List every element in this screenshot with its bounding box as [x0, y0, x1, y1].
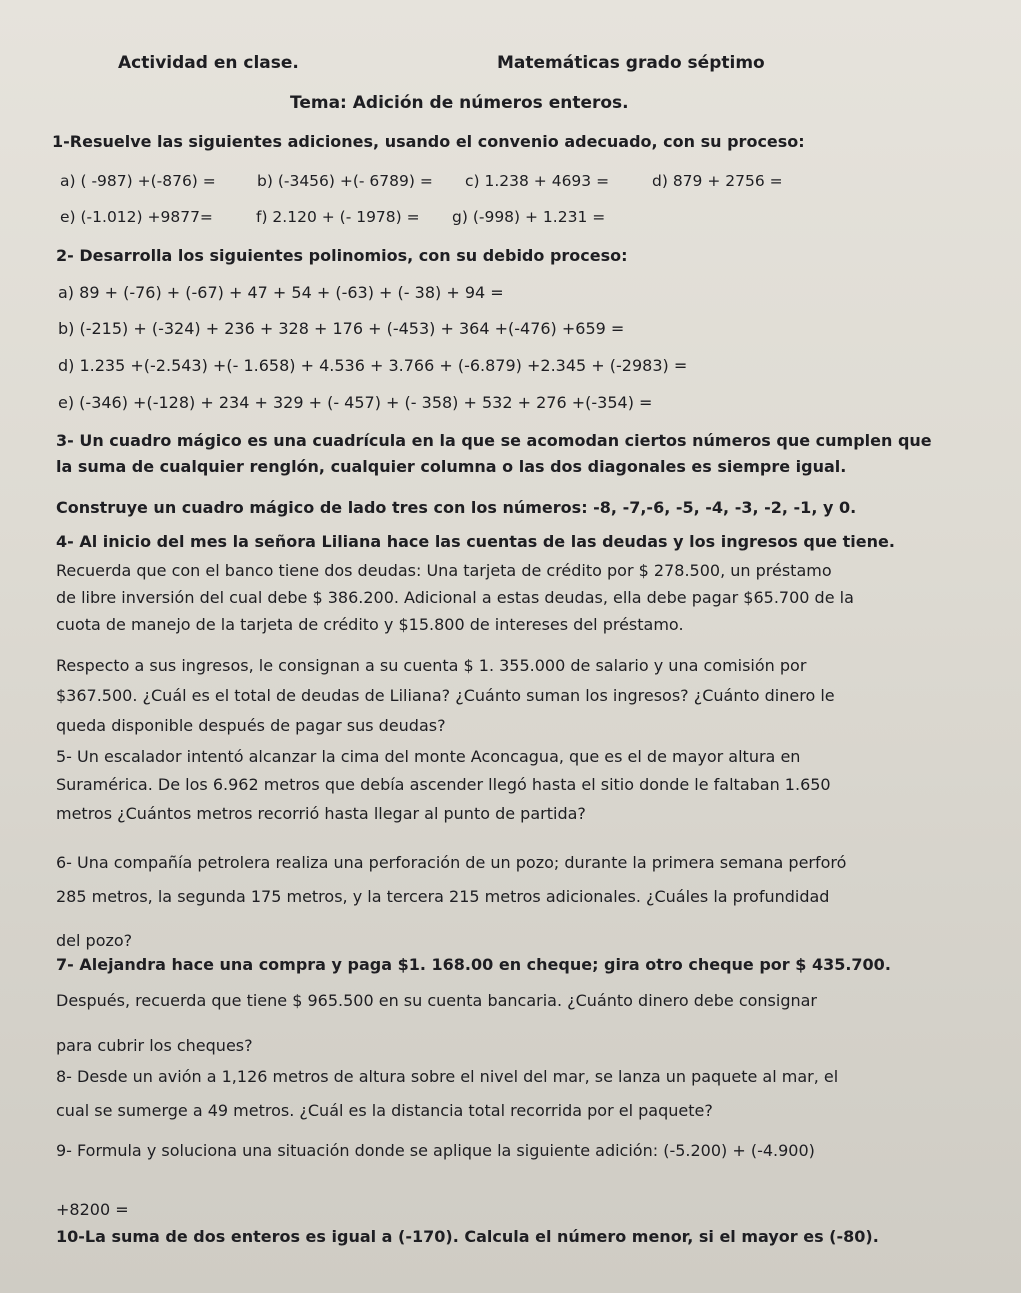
q4-line-1: 4- Al inicio del mes la señora Liliana hace las cuentas de las deudas y los ingresos que tiene. [56, 532, 895, 551]
q5-line-2: Suramérica. De los 6.962 metros que debía ascender llegó hasta el sitio donde le faltaban 1.650 [56, 775, 831, 794]
topic-title: Tema: Adición de números enteros. [290, 93, 629, 113]
q9-line-1: 9- Formula y soluciona una situación donde se aplique la siguiente adición: (-5.200) + (-4.900) [56, 1141, 815, 1160]
q1-title: 1-Resuelve las siguientes adiciones, usando el convenio adecuado, con su proceso: [52, 132, 805, 151]
q8-line-1: 8- Desde un avión a 1,126 metros de altura sobre el nivel del mar, se lanza un paquete al mar, el [56, 1067, 839, 1086]
q4-line-2: Recuerda que con el banco tiene dos deudas: Una tarjeta de crédito por $ 278.500, un préstamo [56, 561, 832, 580]
q1-item-d: d) 879 + 2756 = [652, 172, 783, 190]
q1-row-2 [60, 206, 980, 228]
q3-line-3: Construye un cuadro mágico de lado tres con los números: -8, -7,-6, -5, -4, -3, -2, -1, y 0. [56, 498, 857, 517]
q7-line-3: para cubrir los cheques? [56, 1036, 253, 1055]
q7-line-2: Después, recuerda que tiene $ 965.500 en su cuenta bancaria. ¿Cuánto dinero debe consignar [56, 991, 817, 1010]
q4-line-3: de libre inversión del cual debe $ 386.200. Adicional a estas deudas, ella debe pagar $65.700 de la [56, 588, 854, 607]
q5-line-1: 5- Un escalador intentó alcanzar la cima del monte Aconcagua, que es el de mayor altura en [56, 747, 801, 766]
q2-item-e: e) (-346) +(-128) + 234 + 329 + (- 457) + (- 358) + 532 + 276 +(-354) = [58, 393, 653, 412]
q1-row-1 [60, 170, 980, 192]
q4-line-6: $367.500. ¿Cuál es el total de deudas de Liliana? ¿Cuánto suman los ingresos? ¿Cuánto dinero le [56, 686, 835, 705]
q1-item-g: g) (-998) + 1.231 = [452, 208, 606, 226]
q4-line-4: cuota de manejo de la tarjeta de crédito y $15.800 de intereses del préstamo. [56, 615, 684, 634]
q1-item-b: b) (-3456) +(- 6789) = [257, 172, 433, 190]
subject-title: Matemáticas grado séptimo [497, 53, 765, 73]
q1-item-f: f) 2.120 + (- 1978) = [256, 208, 420, 226]
q1-item-a: a) ( -987) +(-876) = [60, 172, 216, 190]
q6-line-1: 6- Una compañía petrolera realiza una perforación de un pozo; durante la primera semana perforó [56, 853, 847, 872]
q3-line-1: 3- Un cuadro mágico es una cuadrícula en la que se acomodan ciertos números que cumplen que [56, 431, 932, 450]
q6-line-3: del pozo? [56, 931, 133, 950]
q3-line-2: la suma de cualquier renglón, cualquier columna o las dos diagonales es siempre igual. [56, 457, 847, 476]
activity-title: Actividad en clase. [118, 53, 299, 73]
q1-item-e: e) (-1.012) +9877= [60, 208, 213, 226]
q7-line-1: 7- Alejandra hace una compra y paga $1. 168.00 en cheque; gira otro cheque por $ 435.700. [56, 955, 891, 974]
q2-item-b: b) (-215) + (-324) + 236 + 328 + 176 + (-453) + 364 +(-476) +659 = [58, 319, 625, 338]
q4-line-5: Respecto a sus ingresos, le consignan a su cuenta $ 1. 355.000 de salario y una comisión por [56, 656, 807, 675]
q8-line-2: cual se sumerge a 49 metros. ¿Cuál es la distancia total recorrida por el paquete? [56, 1101, 713, 1120]
q10-line: 10-La suma de dos enteros es igual a (-170). Calcula el número menor, si el mayor es (-80). [56, 1227, 879, 1246]
q1-item-c: c) 1.238 + 4693 = [465, 172, 610, 190]
q2-item-a: a) 89 + (-76) + (-67) + 47 + 54 + (-63) + (- 38) + 94 = [58, 283, 504, 302]
q2-title: 2- Desarrolla los siguientes polinomios, con su debido proceso: [56, 246, 628, 265]
q4-line-7: queda disponible después de pagar sus deudas? [56, 716, 446, 735]
q5-line-3: metros ¿Cuántos metros recorrió hasta llegar al punto de partida? [56, 804, 586, 823]
q9-line-2: +8200 = [56, 1200, 129, 1219]
q2-item-d: d) 1.235 +(-2.543) +(- 1.658) + 4.536 + 3.766 + (-6.879) +2.345 + (-2983) = [58, 356, 688, 375]
q6-line-2: 285 metros, la segunda 175 metros, y la tercera 215 metros adicionales. ¿Cuáles la profundidad [56, 887, 830, 906]
